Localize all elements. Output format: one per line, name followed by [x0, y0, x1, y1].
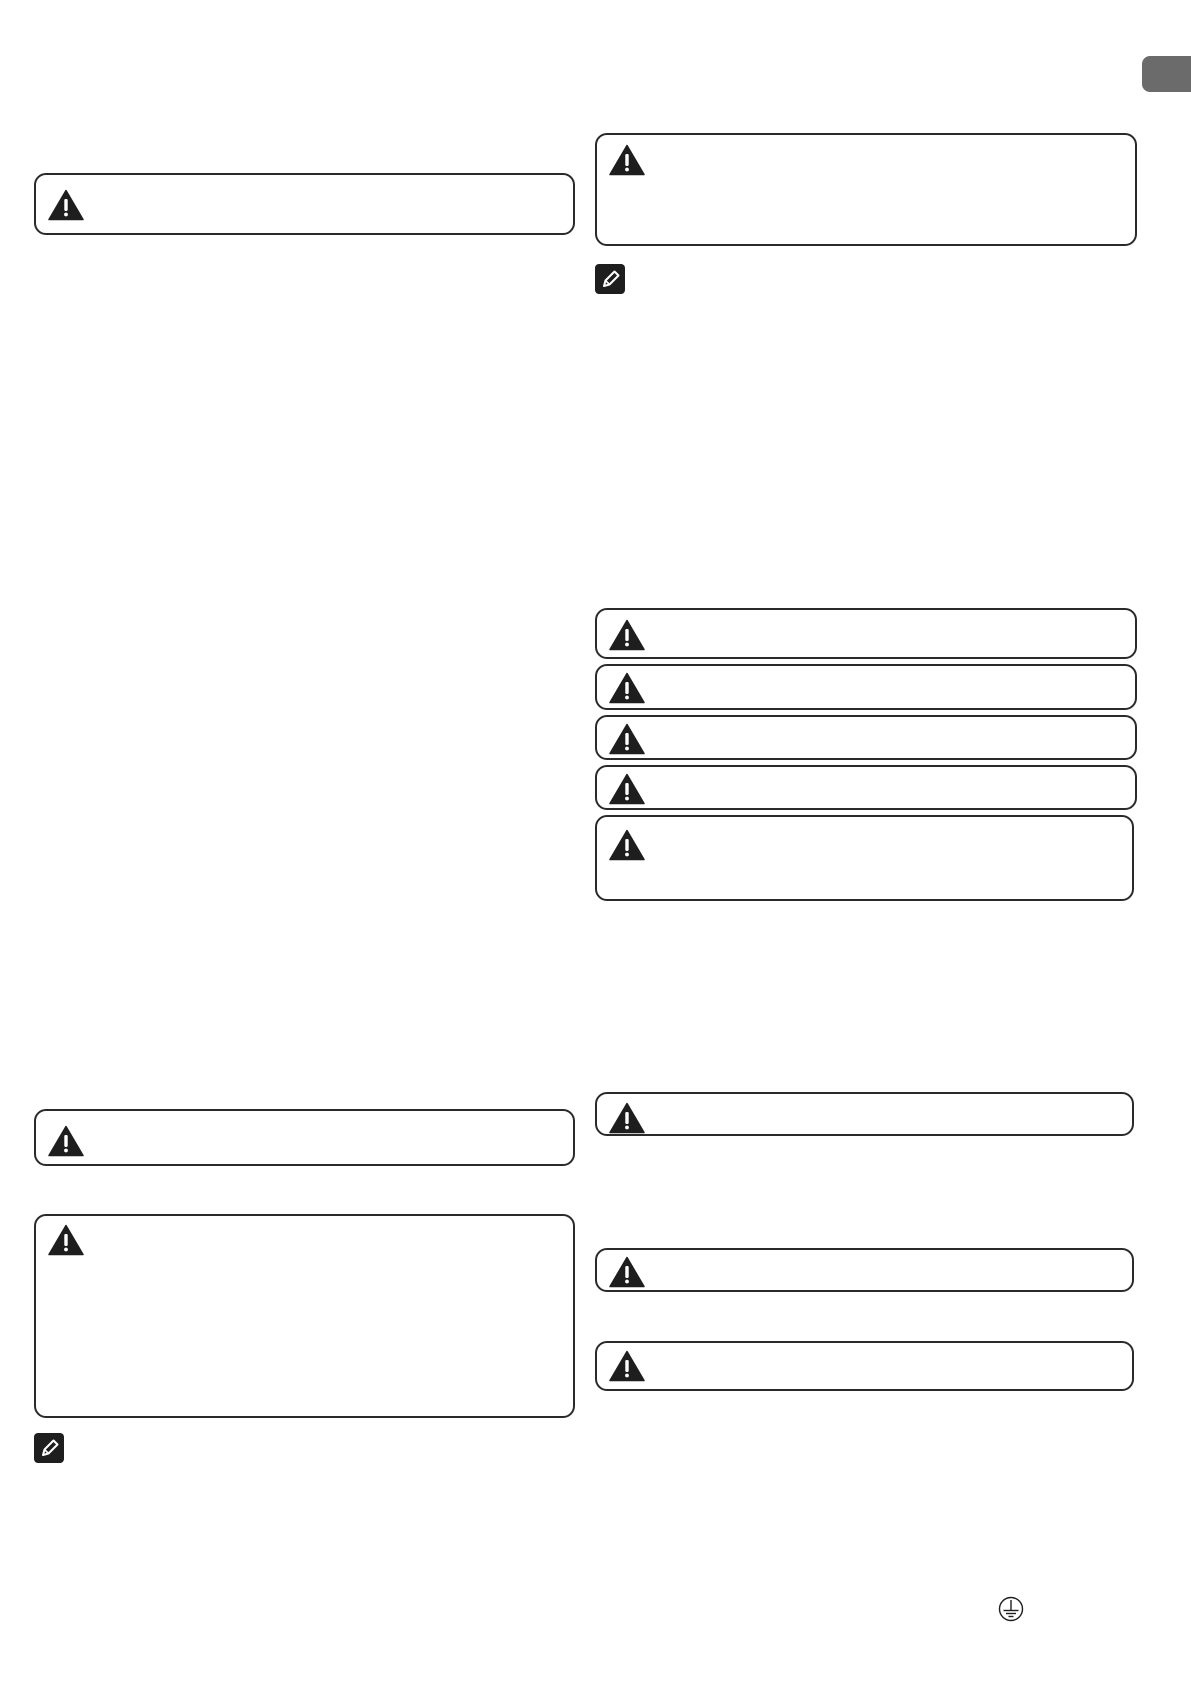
warning-triangle-icon — [609, 672, 645, 704]
warning-triangle-icon — [609, 723, 645, 755]
note-pencil-icon — [595, 264, 625, 294]
warning-triangle-icon — [48, 189, 84, 221]
warning-box — [595, 664, 1137, 710]
warning-box — [595, 1341, 1134, 1391]
warning-triangle-icon — [609, 1350, 645, 1382]
warning-box — [595, 133, 1137, 246]
warning-triangle-icon — [609, 829, 645, 861]
note-pencil-icon — [34, 1433, 64, 1463]
warning-triangle-icon — [48, 1125, 84, 1157]
warning-box — [34, 173, 575, 235]
language-tab — [1142, 56, 1191, 92]
warning-box — [34, 1109, 575, 1166]
warning-triangle-icon — [609, 1256, 645, 1288]
warning-box — [595, 608, 1137, 659]
warning-box — [595, 1092, 1134, 1136]
warning-triangle-icon — [609, 773, 645, 805]
warning-triangle-icon — [609, 619, 645, 651]
warning-box — [34, 1214, 575, 1418]
warning-triangle-icon — [48, 1224, 84, 1256]
warning-box — [595, 715, 1137, 760]
warning-box — [595, 815, 1134, 901]
warning-triangle-icon — [609, 144, 645, 176]
warning-box — [595, 765, 1137, 810]
warning-box — [595, 1248, 1134, 1292]
protective-earth-ground-icon — [998, 1596, 1024, 1622]
warning-triangle-icon — [609, 1102, 645, 1134]
